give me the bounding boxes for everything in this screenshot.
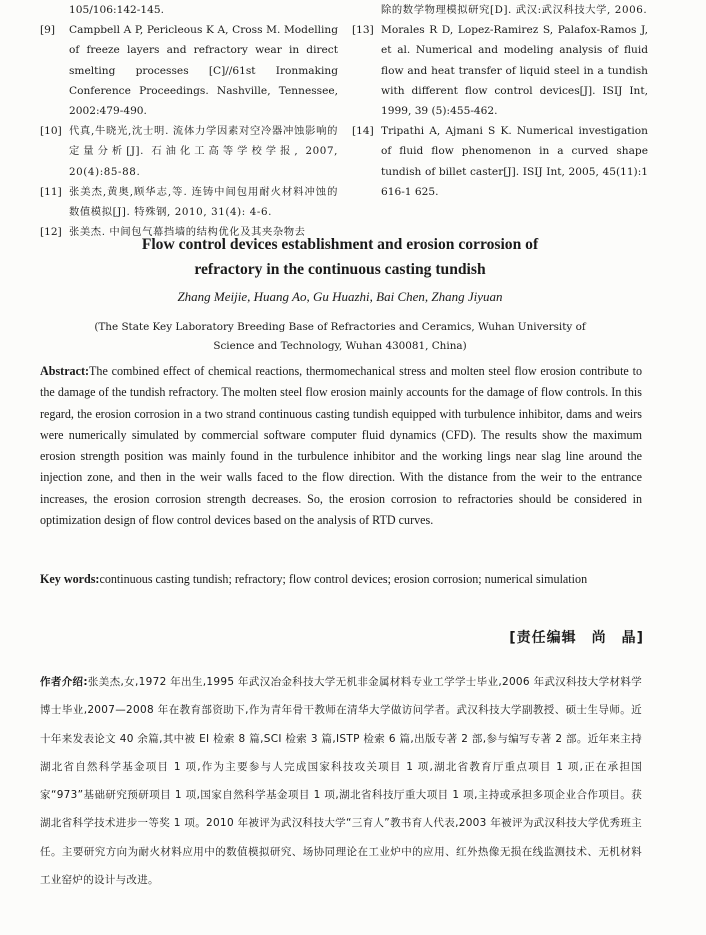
- references-left-column: [40, 0, 338, 242]
- keywords-label: Key words:: [40, 572, 100, 586]
- reference-continuation: [40, 0, 338, 20]
- keywords-text: continuous casting tundish; refractory; flow control devices; erosion corrosion; numerical simulation: [99, 572, 588, 586]
- abstract-text: The combined effect of chemical reactions, thermomechanical stress and molten steel flow erosion contribute to the damage of the tundish refractory. The molten steel flow erosion mainly accounts for the damage of flow controls. In this regard, the erosion corrosion in a two strand continuous casting tundish equipped with turbulence inhibitor, dams and weirs were numerically simulated by commercial software computer fluid dynamics (CFD). The results show the maximum erosion strength position was mainly found in the turbulence inhibitor and the working lings near slag line around the injection zone, and then in the weir walls faced to the flow direction. With the distance from the weir to the entrance increases, the erosion corrosion strength decreases. So, the erosion corrosion to refractories should be considered in optimization design of flow control devices based on the analysis of RTD curves.: [40, 364, 642, 528]
- reference-10: [40, 121, 338, 182]
- title-line-1: Flow control devices establishment and erosion corrosion of: [141, 236, 539, 253]
- reference-9: [40, 20, 338, 121]
- keywords: [40, 569, 642, 590]
- author-list: Zhang Meijie, Huang Ao, Gu Huazhi, Bai Chen, Zhang Jiyuan: [177, 289, 503, 304]
- abstract: [40, 361, 642, 531]
- affiliation-line-2: Science and Technology, Wuhan 430081, China): [213, 339, 467, 352]
- references-right-column: [352, 0, 648, 202]
- reference-number: [9]: [40, 24, 56, 37]
- title-line-2: refractory in the continuous casting tundish: [194, 261, 486, 278]
- reference-text: 张美杰. 中间包气幕挡墙的结构优化及其夹杂物去: [69, 226, 306, 239]
- reference-text: Morales R D, Lopez-Ramirez S, Palafox-Ramos J, et al. Numerical and modeling analysis of fluid flow and heat transfer of liquid steel in a tundish with different flow control devices[J]. ISIJ Int, 1999, 39 (5):455-462.: [381, 24, 648, 118]
- reference-text: Campbell A P, Pericleous K A, Cross M. Modelling of freeze layers and refractory wear in direct smelting processes [C]//61st Ironmaking Conference Proceedings. Nashville, Tennessee, 2002:479-490.: [69, 24, 338, 118]
- affiliation: [90, 318, 590, 355]
- author-biography: [40, 668, 642, 894]
- bio-text: 张美杰,女,1972 年出生,1995 年武汉冶金科技大学无机非金属材料专业工学学士毕业,2006 年武汉科技大学材料学博士毕业,2007—2008 年在教育部资助下,作为青年骨干教师在清华大学做访问学者。武汉科技大学副教授、硕士生导师。近十年来发表论文 40 余篇,其中被 EI 检索 8 篇,SCI 检索 3 篇,ISTP 检索 6 篇,出版专著 2 部,参与编写专著 2 部。近年来主持湖北省自然科学基金项目 1 项,作为主要参与人完成国家科技攻关项目 1 项,湖北省教育厅重点项目 1 项,正在承担国家“973”基础研究预研项目 1 项,国家自然科学基金项目 1 项,湖北省科技厅重大项目 1 项,主持或承担多项企业合作项目。获湖北省科学技术进步一等奖 1 项。2010 年被评为武汉科技大学“三育人”教书育人代表,2003 年被评为武汉科技大学优秀班主任。主要研究方向为耐火材料应用中的数值模拟研究、场协同理论在工业炉中的应用、红外热像无损在线监测技术、无机材料工业窑炉的设计与改进。: [40, 676, 642, 887]
- paper-title: [40, 232, 640, 282]
- reference-text: 除的数学物理模拟研究[D]. 武汉:武汉科技大学, 2006.: [381, 4, 648, 16]
- abstract-label: Abstract:: [40, 364, 90, 378]
- reference-text: 105/106:142-145.: [69, 4, 164, 16]
- reference-text: 张美杰,黄奥,顾华志,等. 连铸中间包用耐火材料冲蚀的数值模拟[J]. 特殊钢, 2010, 31(4): 4-6.: [69, 185, 338, 219]
- affiliation-line-1: (The State Key Laboratory Breeding Base of Refractories and Ceramics, Wuhan University of: [94, 321, 586, 333]
- reference-number: [12]: [40, 226, 62, 239]
- reference-number: [14]: [352, 125, 374, 138]
- reference-11: [40, 182, 338, 222]
- bio-label: 作者介绍:: [40, 676, 88, 688]
- reference-14: [352, 121, 648, 202]
- reference-number: [11]: [40, 185, 62, 198]
- reference-number: [13]: [352, 24, 374, 37]
- responsible-editor: [责任编辑 尚 晶]: [509, 630, 644, 646]
- reference-text: 代真,牛晓光,沈士明. 流体力学因素对空冷器冲蚀影响的定量分析[J]. 石油化工高等学校学报, 2007, 20(4):85-88.: [69, 125, 338, 178]
- reference-text: Tripathi A, Ajmani S K. Numerical investigation of fluid flow phenomenon in a curved shape tundish of billet caster[J]. ISIJ Int, 2005, 45(11):1 616-1 625.: [381, 125, 648, 198]
- reference-13: [352, 20, 648, 121]
- reference-continuation: [352, 0, 648, 20]
- reference-number: [10]: [40, 125, 62, 138]
